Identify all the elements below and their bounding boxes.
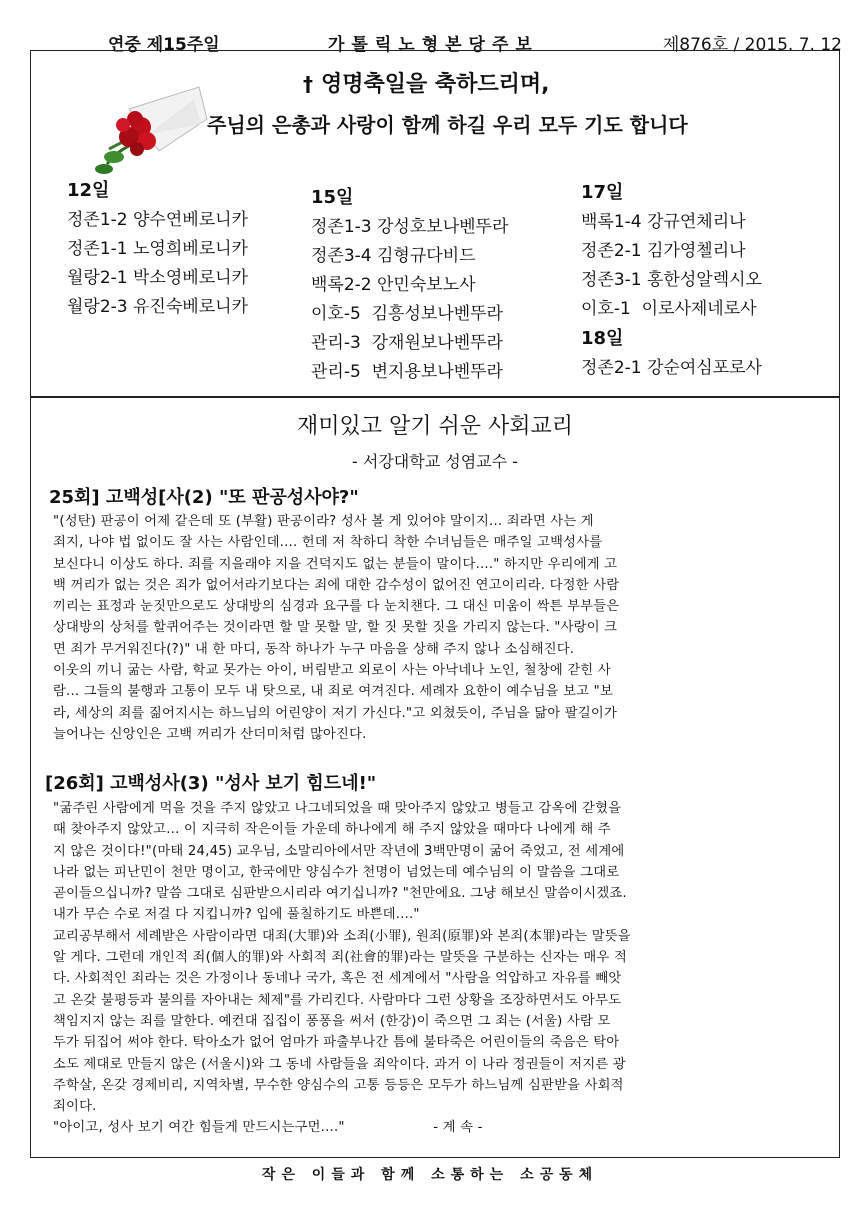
- feast-entry: 관리-5 변지용보나벤뚜라: [311, 362, 503, 382]
- feast-entry: 정존1-3 강성호보나벤뚜라: [311, 217, 509, 237]
- text-line: 죄지, 나야 법 없이도 잘 사는 사람인데.... 헌데 저 착하디 착한 수녀님들은 매주일 고백성사를: [53, 535, 603, 551]
- section-title: 재미있고 알기 쉬운 사회교리: [296, 414, 573, 439]
- section-author: - 서강대학교 성염교수 -: [352, 452, 518, 471]
- feast-day-label: 15일: [311, 187, 354, 208]
- text-line: 주학살, 온갖 경제비리, 지역차별, 무수한 양심수의 고통 등등은 모두가 하느님께 심판받을 사회적: [53, 1077, 624, 1093]
- article-2-body: [53, 798, 631, 1139]
- issue-date: 제876호 / 2015. 7. 12: [662, 35, 842, 55]
- text-line: 상대방의 상처를 할퀴어주는 것이라면 할 말 못할 말, 할 짓 못할 짓을 가리지 않는다. "사랑이 크: [53, 620, 618, 636]
- text-line: 교리공부해서 세례받은 사람이라면 대죄(大罪)와 소죄(小罪), 원죄(原罪)와 본죄(本罪)라는 말뜻을: [53, 928, 631, 944]
- text-line: 보신다니 이상도 하다. 죄를 지을래야 지을 건덕지도 없는 분들이 말이다...." 하지만 우리에게 고: [53, 556, 618, 572]
- text-line: "굶주린 사람에게 먹을 것을 주지 않았고 나그네되었을 때 맞아주지 않았고 병들고 감옥에 갇혔을: [53, 801, 622, 816]
- text-line: 두가 뒤집어 써야 한다. 탁아소가 없어 엄마가 파출부나간 틈에 불타죽은 어린이들의 죽음은 탁아: [53, 1035, 620, 1051]
- feast-entry: 월랑2-1 박소영베로니카: [67, 268, 248, 288]
- text-line: 지 않은 것이다!"(마태 24,45) 교우님, 소말리아에서만 작년에 3백만명이 굶어 죽었고, 전 세계에: [53, 843, 625, 859]
- greeting-subtitle: 주님의 은총과 사랑이 함께 하길 우리 모두 기도 합니다: [207, 113, 688, 137]
- liturgical-week: 연중 제15주일: [108, 35, 220, 55]
- feast-day-label: 18일: [581, 328, 624, 349]
- rose-bouquet-image: [89, 79, 209, 179]
- bulletin-frame: [30, 50, 840, 1158]
- text-line: 이웃의 끼니 굶는 사람, 학교 못가는 아이, 버림받고 외로이 사는 아낙네나 노인, 철창에 갇힌 사: [53, 663, 611, 679]
- feast-entry: 관리-3 강재원보나벤뚜라: [311, 333, 503, 353]
- feast-column-12: [67, 176, 248, 322]
- feast-entry: 백록1-4 강규연체리나: [581, 212, 746, 232]
- feast-entry: 정존3-4 김형규다비드: [311, 246, 476, 266]
- text-line: 나라 없는 피난민이 천만 명이고, 한국에만 양심수가 천명이 넘었는데 예수님의 이 말씀을 그대로: [53, 864, 620, 880]
- article-1-heading: 25회] 고백성[사(2) "또 판공성사야?": [49, 487, 359, 508]
- text-line: "(성탄) 판공이 어제 같은데 또 (부활) 판공이라? 성사 볼 게 있어야 말이지... 죄라면 사는 게: [53, 514, 594, 529]
- feast-entry: 정존3-1 홍한성알렉시오: [581, 270, 762, 290]
- text-line: 소도 제대로 만들지 않은 (서울시)와 그 동네 사람들을 죄악이다. 과거 이 나라 정권들이 저지른 광: [53, 1056, 626, 1072]
- text-line: "아이고, 성사 보기 여간 힘들게 만드시는구먼...." - 계 속 -: [53, 1120, 483, 1136]
- text-line: 때 찾아주지 않았고... 이 지극히 작은이들 가운데 하나에게 해 주지 않았을 때마다 나에게 해 주: [53, 822, 611, 838]
- text-line: 곧이들으십니까? 말씀 그대로 심판받으시리라 여기십니까? "천만에요. 그냥 해보신 말씀이시겠죠.: [53, 886, 627, 902]
- text-line: 내가 무슨 수로 저걸 다 지킵니까? 입에 풀칠하기도 바쁜데....": [53, 907, 420, 923]
- feast-entry: 정존1-1 노영희베로니카: [67, 239, 248, 259]
- feast-column-15: [311, 183, 508, 387]
- text-line: 끼리는 표정과 눈짓만으로도 상대방의 심경과 요구를 다 눈치챈다. 그 대신 미움이 싹튼 부부들은: [53, 599, 620, 615]
- text-line: 라, 세상의 죄를 짊어지시는 하느님의 어린양이 저기 가신다."고 외쳤듯이, 주님을 닮아 팔길이가: [53, 705, 617, 721]
- text-line: 면 죄가 무거워진다(?)" 내 한 마디, 동작 하나가 누구 마음을 상해 주지 않나 소심해진다.: [53, 641, 575, 657]
- section-divider: [31, 396, 839, 398]
- text-line: 늘어나는 신앙인은 고백 꺼리가 산더미처럼 많아진다.: [53, 726, 367, 742]
- feast-day-label: 12일: [67, 180, 110, 201]
- bulletin-title: 가톨릭노형본당주보: [328, 35, 539, 55]
- text-line: 백 꺼리가 없는 것은 죄가 없어서라기보다는 죄에 대한 감수성이 없어진 연고이리라. 다정한 사람: [53, 577, 620, 593]
- feast-entry: 백록2-2 안민숙보노사: [311, 275, 476, 295]
- feast-entry: 정존2-1 강순여심포로사: [581, 358, 762, 378]
- feast-day-label: 17일: [581, 182, 624, 203]
- feast-entry: 월랑2-3 유진숙베로니카: [67, 297, 248, 317]
- page-footer-motto: 작은 이들과 함께 소통하는 소공동체: [261, 1167, 599, 1183]
- greeting-title: [303, 67, 550, 98]
- text-line: 람... 그들의 불행과 고통이 모두 내 탓으로, 내 죄로 여겨진다. 세례자 요한이 예수님을 보고 "보: [53, 684, 614, 700]
- text-line: 고 온갖 불평등과 불의를 자아내는 체제"를 가리킨다. 사람마다 그런 상황을 조장하면서도 아무도: [53, 992, 622, 1008]
- feast-column-17-18: [581, 178, 762, 383]
- text-line: 죄이다.: [53, 1099, 97, 1115]
- feast-entry: 이호-1 이로사제네로사: [581, 299, 757, 319]
- feast-entry: 정존2-1 김가영첼리나: [581, 241, 746, 261]
- text-line: 알 게다. 그런데 개인적 죄(個人的罪)와 사회적 죄(社會的罪)라는 말뜻을 구분하는 신자는 매우 적: [53, 950, 627, 966]
- feast-entry: 이호-5 김흥성보나벤뚜라: [311, 304, 503, 324]
- text-line: 다. 사회적인 죄라는 것은 가정이나 동네나 국가, 혹은 전 세계에서 "사람을 억압하고 자유를 빼앗: [53, 971, 622, 987]
- greeting-title-text: 영명축일을 축하드리며,: [321, 72, 550, 97]
- page-header: [30, 8, 842, 55]
- cross-icon: †: [303, 72, 313, 96]
- article-2-heading: [26회] 고백성사(3) "성사 보기 힘드네!": [45, 773, 377, 794]
- article-1-body: [53, 511, 619, 745]
- feast-entry: 정존1-2 양수연베로니카: [67, 210, 248, 230]
- text-line: 책임지지 않는 죄를 말한다. 예컨대 집집이 퐁퐁을 써서 (한강)이 죽으면 그 죄는 (서울) 사람 모: [53, 1013, 611, 1029]
